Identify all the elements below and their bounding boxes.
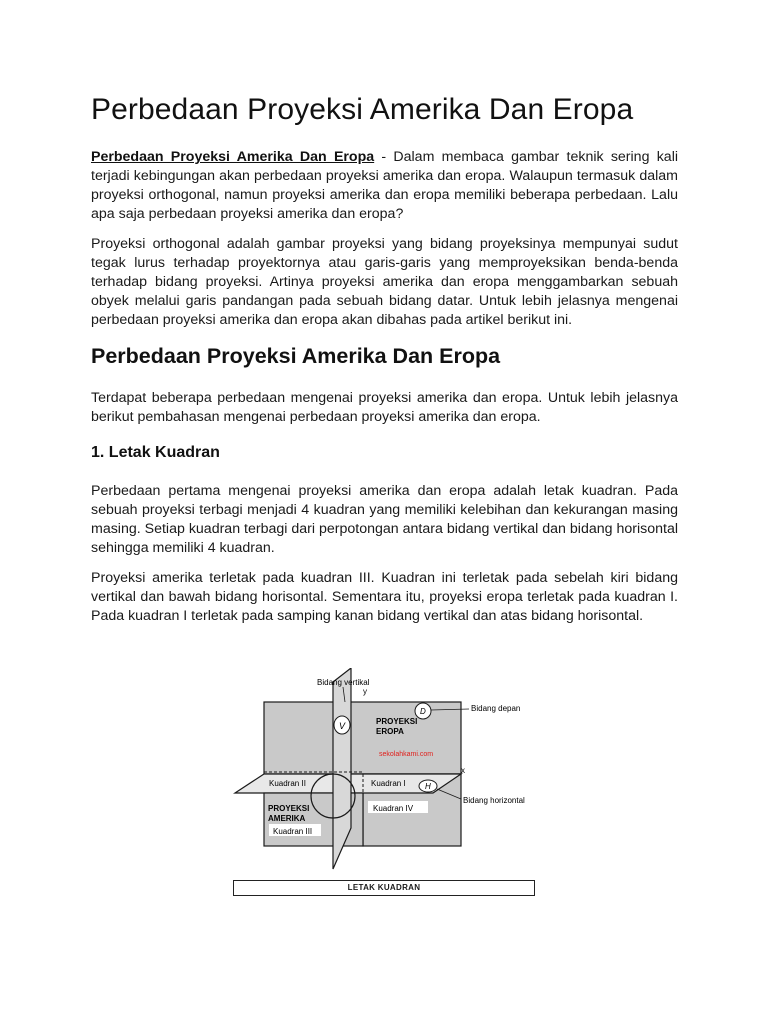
y-label: y: [363, 687, 367, 696]
paragraph-orthogonal: Proyeksi orthogonal adalah gambar proyeksi yang bidang proyeksinya mempunyai sudut tegak lurus terhadap proyektornya atau garis-garis yang memproyeksikan benda-benda terhadap bidang proyeksi. Artinya proyeksi amerika dan eropa menggambarkan sebuah obyek melalui garis pandangan pada sebuah bidang datar. Untuk lebih jelasnya mengenai perbedaan proyeksi amerika dan eropa akan dibahas pada artikel berikut ini.: [91, 236, 678, 328]
kuadran-4-label: Kuadran IV: [373, 804, 414, 813]
figure-caption: LETAK KUADRAN: [233, 880, 535, 896]
bidang-vertikal-label: Bidang vertikal: [317, 678, 370, 687]
section-heading: Perbedaan Proyeksi Amerika Dan Eropa: [91, 344, 501, 368]
intro-text: - Dalam membaca gambar teknik sering kali terjadi kebingungan akan perbedaan proyeksi amerika dan eropa. Walaupun termasuk dalam proyeksi orthogonal, namun proyeksi amerika dan eropa memiliki beberapa perbedaan. Lalu apa saja perbedaan proyeksi amerika dan eropa?: [91, 149, 679, 222]
proyeksi-eropa-label-1: PROYEKSI: [376, 717, 418, 726]
h-label: H: [425, 782, 431, 791]
x-label: x: [461, 766, 465, 775]
bidang-horizontal-label: Bidang horizontal: [463, 796, 525, 805]
quadrant-diagram: [233, 668, 538, 898]
intro-paragraph: [91, 148, 678, 224]
proyeksi-amerika-label-1: PROYEKSI: [268, 804, 310, 813]
subsection-heading: 1. Letak Kuadran: [91, 444, 220, 461]
vertical-plane-upper: [264, 702, 461, 774]
bidang-depan-label: Bidang depan: [471, 704, 521, 713]
d-label: D: [420, 707, 426, 716]
section-intro: Terdapat beberapa perbedaan mengenai proyeksi amerika dan eropa. Untuk lebih jelasnya berikut pembahasan mengenai perbedaan proyeksi amerika dan eropa.: [91, 390, 678, 425]
proyeksi-eropa-label-2: EROPA: [376, 727, 404, 736]
kuadran-1-label: Kuadran I: [371, 779, 406, 788]
intro-link[interactable]: Perbedaan Proyeksi Amerika Dan Eropa: [91, 149, 375, 165]
page-title: Perbedaan Proyeksi Amerika Dan Eropa: [91, 93, 634, 126]
v-label: V: [339, 721, 346, 731]
subsection-paragraph-2: Proyeksi amerika terletak pada kuadran III. Kuadran ini terletak pada sebelah kiri bidang vertikal dan bawah bidang horisontal. Sementara itu, proyeksi eropa terletak pada kuadran I. Pada kuadran I terletak pada samping kanan bidang vertikal dan atas bidang horisontal.: [91, 570, 678, 624]
subsection-paragraph-1: Perbedaan pertama mengenai proyeksi amerika dan eropa adalah letak kuadran. Pada sebuah proyeksi terbagi menjadi 4 kuadran yang memiliki kelebihan dan kekurangan masing masing. Setiap kuadran terbagi dari perpotongan antara bidang vertikal dan bidang horisontal sehingga memiliki 4 kuadran.: [91, 483, 678, 556]
watermark: sekolahkami.com: [379, 751, 434, 758]
kuadran-3-label: Kuadran III: [273, 827, 313, 836]
proyeksi-amerika-label-2: AMERIKA: [268, 814, 306, 823]
kuadran-2-label: Kuadran II: [269, 779, 306, 788]
